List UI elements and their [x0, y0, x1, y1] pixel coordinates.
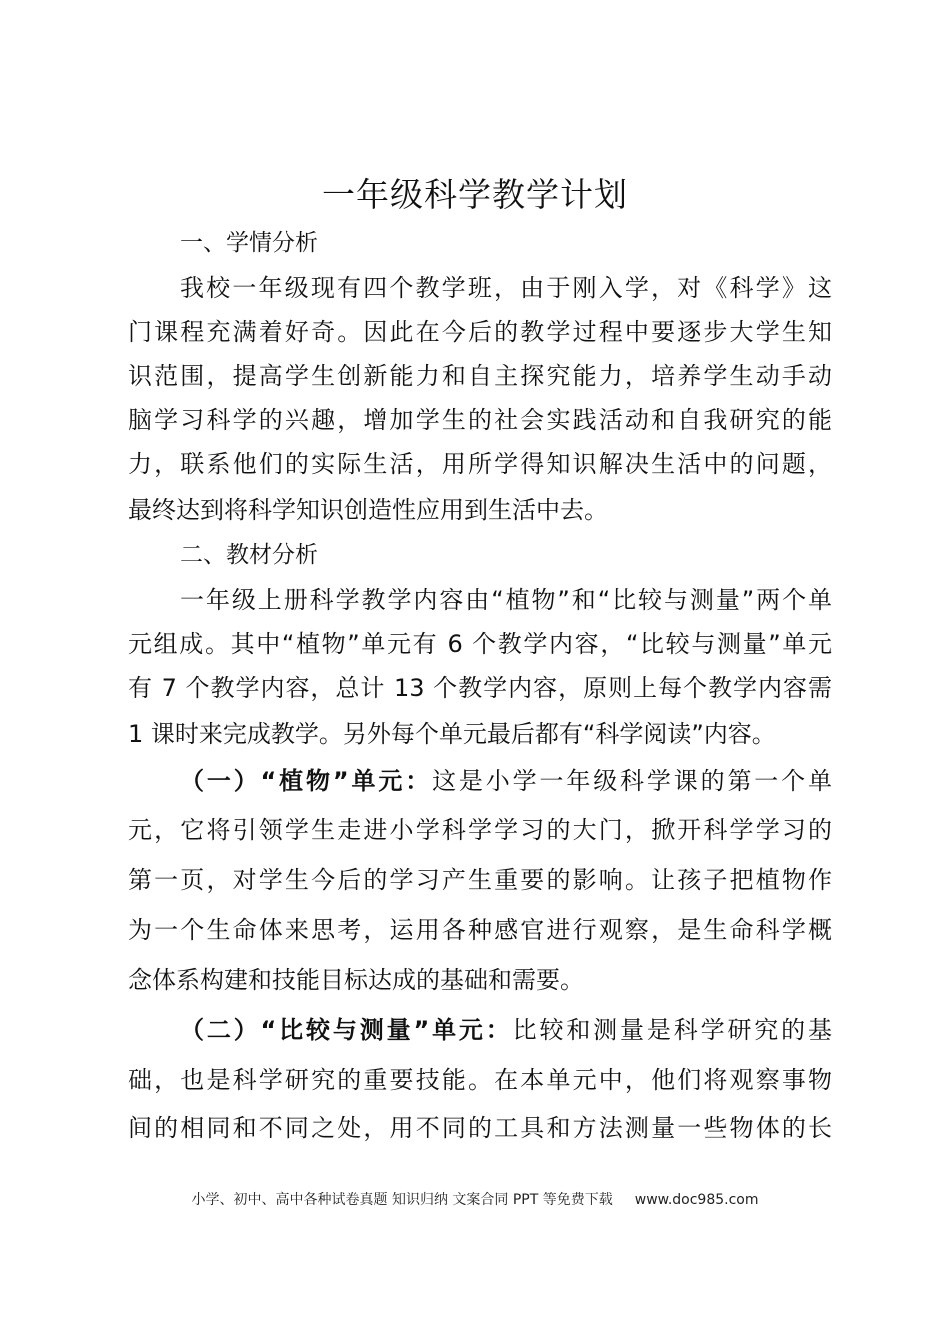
paragraph-line: 识范围，提高学生创新能力和自主探究能力，培养学生动手动 [128, 362, 832, 390]
unit-measure-first-line-text: 比较和测量是科学研究的基 [512, 1016, 832, 1044]
footer-url[interactable]: www.doc985.com [634, 1192, 759, 1208]
paragraph-line: 有 7 个教学内容，总计 13 个教学内容，原则上每个教学内容需 [128, 674, 832, 702]
paragraph-line: 我校一年级现有四个教学班，由于刚入学，对《科学》这 [180, 274, 832, 302]
document-title: 一年级科学教学计划 [322, 175, 628, 214]
page-footer [0, 1190, 950, 1210]
unit-measure-first-line [180, 1012, 832, 1048]
paragraph-line: 最终达到将科学知识创造性应用到生活中去。 [128, 496, 608, 524]
section-heading-textbook-analysis: 二、教材分析 [180, 542, 318, 568]
paragraph-line: 力，联系他们的实际生活，用所学得知识解决生活中的问题， [128, 450, 832, 478]
paragraph-line: 间的相同和不同之处，用不同的工具和方法测量一些物体的长 [128, 1114, 832, 1142]
paragraph-line: 一年级上册科学教学内容由“植物”和“比较与测量”两个单 [180, 586, 832, 614]
paragraph-line: 脑学习科学的兴趣，增加学生的社会实践活动和自我研究的能 [128, 406, 832, 434]
paragraph-line: 门课程充满着好奇。因此在今后的教学过程中要逐步大学生知 [128, 318, 832, 346]
unit-plants-first-line [180, 763, 832, 799]
unit-measure-lead: （二）“比较与测量”单元： [180, 1016, 513, 1044]
paragraph-line: 1 课时来完成教学。另外每个单元最后都有“科学阅读”内容。 [128, 720, 776, 748]
paragraph-line: 础，也是科学研究的重要技能。在本单元中，他们将观察事物 [128, 1066, 832, 1094]
paragraph-line: 为一个生命体来思考，运用各种感官进行观察，是生命科学概 [128, 916, 832, 944]
unit-plants-lead: （一）“植物”单元： [180, 767, 433, 795]
paragraph-line: 元，它将引领学生走进小学科学学习的大门，掀开科学学习的 [128, 816, 832, 844]
section-heading-learning-analysis: 一、学情分析 [180, 230, 318, 256]
footer-text: 小学、初中、高中各种试卷真题 知识归纳 文案合同 PPT 等免费下载 [191, 1192, 613, 1208]
paragraph-line: 第一页，对学生今后的学习产生重要的影响。让孩子把植物作 [128, 866, 832, 894]
paragraph-line: 元组成。其中“植物”单元有 6 个教学内容，“比较与测量”单元 [128, 630, 832, 658]
unit-plants-first-line-text: 这是小学一年级科学课的第一个单 [432, 767, 833, 795]
paragraph-line: 念体系构建和技能目标达成的基础和需要。 [128, 966, 584, 994]
